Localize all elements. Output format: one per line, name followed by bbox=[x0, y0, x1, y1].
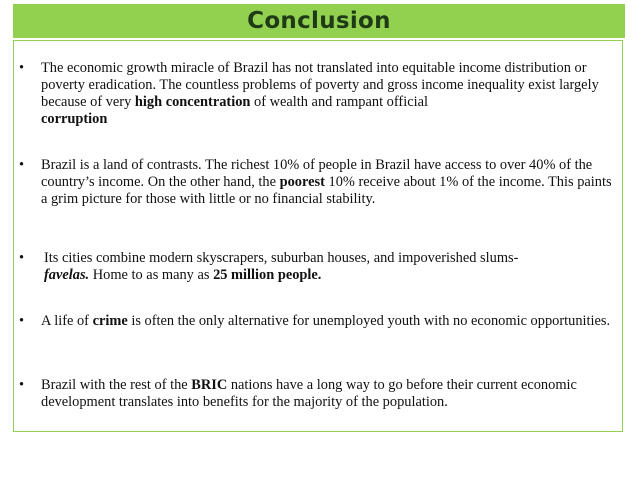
bullet-text bbox=[41, 377, 615, 411]
content-box bbox=[13, 40, 623, 432]
text-run: Home to as many as bbox=[89, 267, 214, 283]
bullet-text bbox=[41, 157, 615, 208]
bullet-dot: • bbox=[19, 250, 25, 266]
bold-run: BRIC bbox=[191, 377, 228, 393]
bold-run: 25 million people. bbox=[213, 267, 322, 283]
bold-italic-run: favelas. bbox=[44, 267, 90, 283]
bold-run: high concentration bbox=[134, 94, 251, 110]
text-run: The economic growth miracle of Brazil has not translated into equitable income distribution or poverty eradication. The countless problems of poverty and gross income inequality exist largely because of very bbox=[41, 60, 599, 110]
bold-run: poorest bbox=[279, 174, 325, 190]
text-run: Brazil is a land of contrasts. The richest 10% of people in Brazil have access to over 40% of the country’s income. On the other hand, the bbox=[41, 157, 593, 190]
title-bar bbox=[13, 4, 625, 38]
bullet-dot: • bbox=[19, 377, 25, 393]
bold-run: crime bbox=[92, 313, 128, 329]
text-run: 10% receive about 1% of the income. This paints a grim picture for those with little or no financial stability. bbox=[41, 174, 612, 207]
bold-run: corruption bbox=[41, 111, 108, 127]
text-run: nations have a long way to go before their current economic development translates into benefits for the majority of the population. bbox=[41, 377, 577, 410]
text-run: Its cities combine modern skyscrapers, suburban houses, and impoverished slums- bbox=[44, 250, 519, 266]
bullet-dot: • bbox=[19, 60, 25, 76]
bullet-dot: • bbox=[19, 157, 25, 173]
text-run: Brazil with the rest of the bbox=[41, 377, 192, 393]
slide-title: Conclusion bbox=[247, 8, 391, 34]
bullet-text bbox=[41, 313, 615, 330]
bullet-text bbox=[41, 60, 615, 128]
text-run: is often the only alternative for unemployed youth with no economic opportunities. bbox=[127, 313, 611, 329]
bullet-text bbox=[44, 250, 618, 284]
text-run: A life of bbox=[41, 313, 93, 329]
text-run: of wealth and rampant official bbox=[250, 94, 428, 110]
bullet-dot: • bbox=[19, 313, 25, 329]
